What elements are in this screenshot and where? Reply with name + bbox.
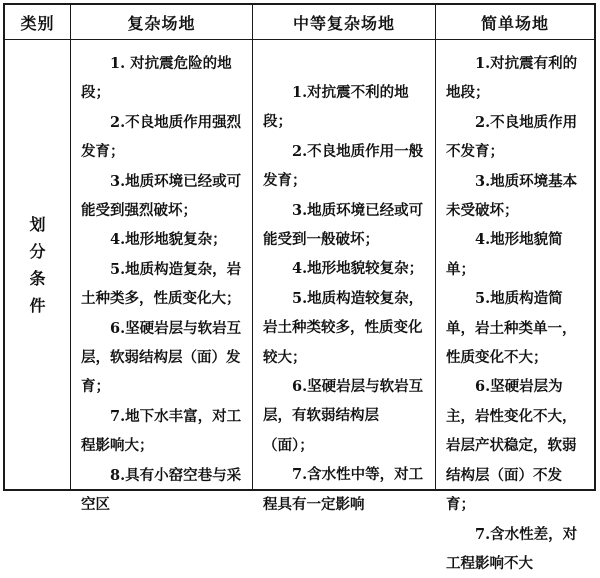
criteria-item: 1. 对抗震危险的地段；: [81, 49, 246, 108]
criteria-item: 7.地下水丰富，对工程影响大；: [81, 402, 246, 461]
criteria-item: 2.不良地质作用强烈发育；: [81, 108, 246, 167]
criteria-item: 1.对抗震有利的地段；: [446, 49, 588, 108]
criteria-item: 3.地质环境基本未受破坏；: [446, 167, 588, 226]
site-classification-table: [3, 3, 596, 491]
criteria-item: 8.具有小窑空巷与采空区: [81, 461, 246, 520]
criteria-item: 2.不良地质作用一般发育；: [263, 137, 429, 196]
header-medium-site: 中等复杂场地: [253, 5, 435, 39]
header-divider: [5, 39, 594, 40]
criteria-item: 3.地质环境已经或可能受到一般破坏；: [263, 196, 429, 255]
criteria-item: 2.不良地质作用不发育；: [446, 108, 588, 167]
complex-site-criteria: [71, 49, 252, 520]
row-label-char: 件: [29, 292, 45, 319]
criteria-item: 4.地形地貌复杂；: [81, 225, 246, 254]
header-complex-site: 复杂场地: [71, 5, 252, 39]
row-label-char: 分: [29, 238, 45, 265]
row-label-char: 条: [29, 265, 45, 292]
row-label-char: 划: [29, 211, 45, 238]
row-label-criteria: [5, 41, 70, 489]
criteria-item: 7.含水性差，对工程影响不大: [446, 520, 588, 578]
criteria-item: 6.坚硬岩层为主，岩性变化不大，岩层产状稳定，软弱结构层（面）不发育；: [446, 372, 588, 519]
simple-site-criteria: [436, 49, 594, 578]
criteria-item: 4.地形地貌简单；: [446, 225, 588, 284]
header-category: 类别: [5, 5, 70, 39]
criteria-item: 7.含水性中等，对工程具有一定影响: [263, 460, 429, 519]
criteria-item: 6.坚硬岩层与软岩互层，有软弱结构层（面）；: [263, 372, 429, 460]
medium-site-criteria: [253, 78, 435, 519]
criteria-item: 5.地质构造简单，岩土种类单一，性质变化不大；: [446, 284, 588, 372]
criteria-item: 5.地质构造较复杂，岩土种类较多，性质变化较大；: [263, 284, 429, 372]
criteria-item: 5.地质构造复杂，岩土种类多，性质变化大；: [81, 255, 246, 314]
criteria-item: 6.坚硬岩层与软岩互层，软弱结构层（面）发育；: [81, 314, 246, 402]
header-simple-site: 简单场地: [436, 5, 594, 39]
criteria-item: 4.地形地貌较复杂；: [263, 254, 429, 283]
criteria-item: 1.对抗震不利的地段；: [263, 78, 429, 137]
criteria-item: 3.地质环境已经或可能受到强烈破坏；: [81, 167, 246, 226]
